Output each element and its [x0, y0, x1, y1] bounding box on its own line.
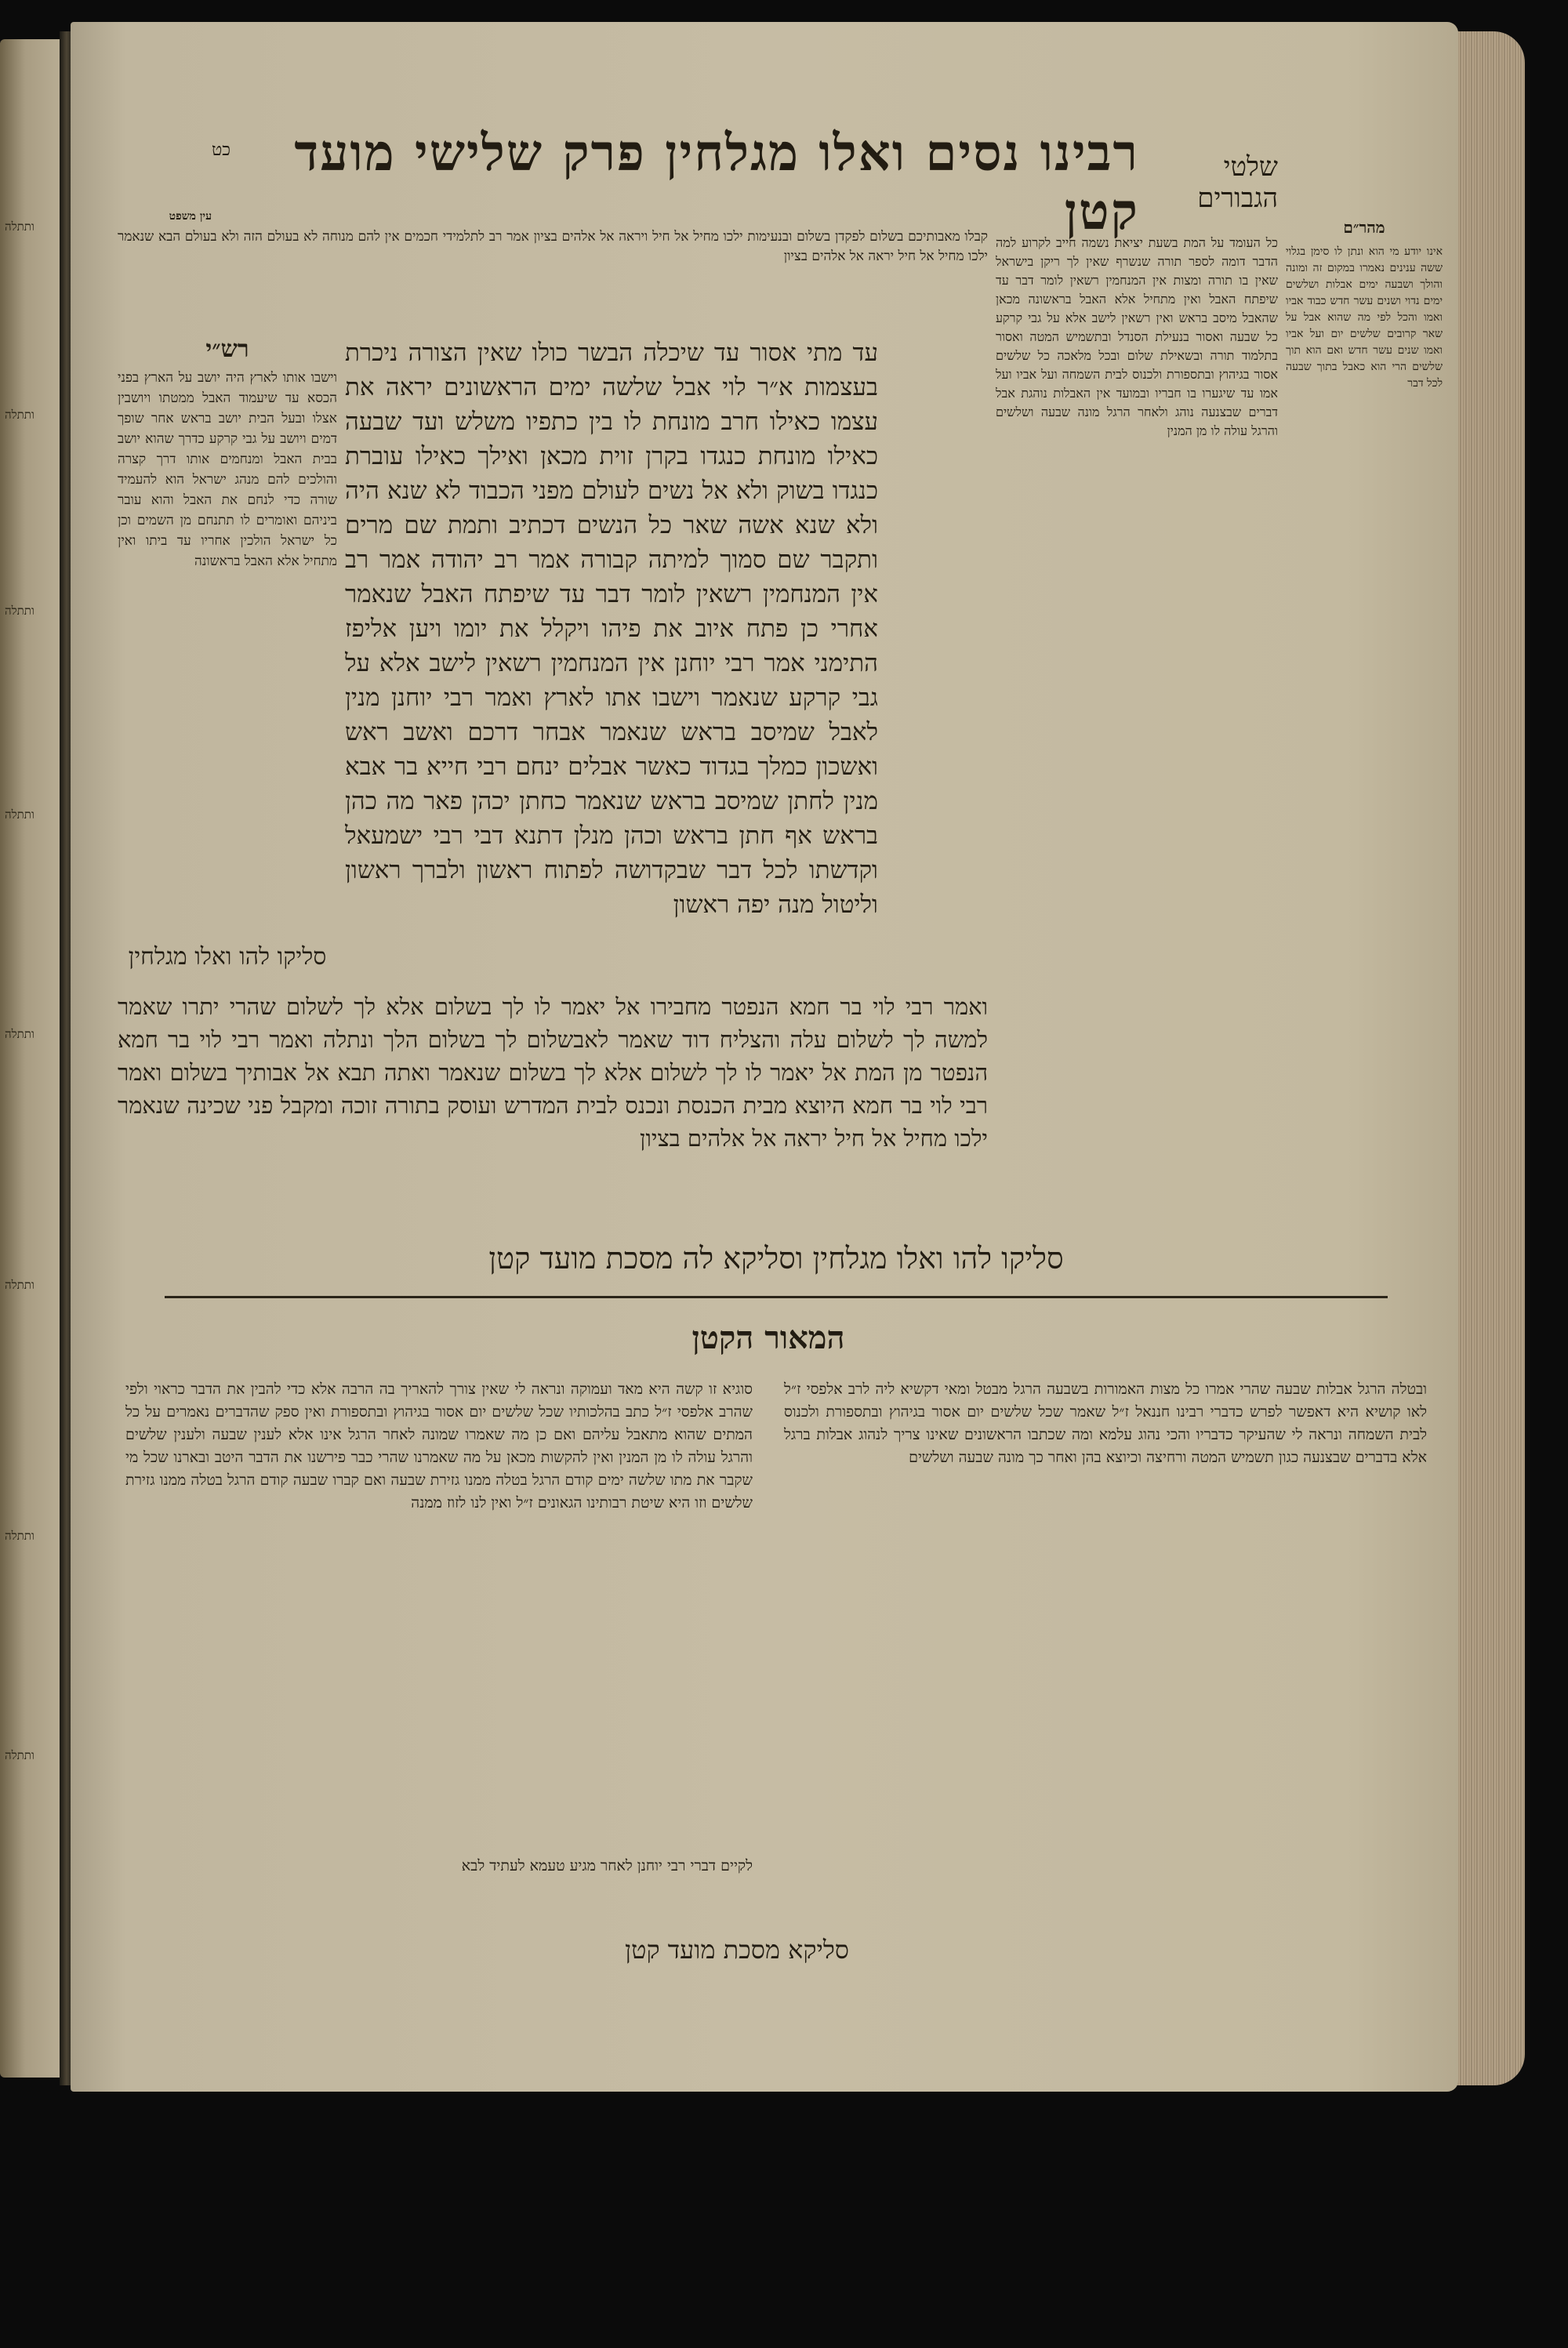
- page-header: [212, 124, 1278, 241]
- prev-margin-mark: ותתלה: [5, 408, 34, 422]
- prev-margin-mark: ותתלה: [5, 1748, 34, 1762]
- marginal-glosses: [1286, 218, 1443, 1198]
- folio-number: כט: [212, 140, 231, 160]
- maor-end-caption: סליקא מסכת מועד קטן: [625, 1935, 849, 1965]
- rashi-column: [118, 336, 337, 931]
- closing-text: ואמר רבי לוי בר חמא הנפטר מחבירו אל יאמר לו לך בשלום אלא לך לשלום שהרי יתרו שאמר למשה לך לשלום עלה והצליח דוד שאמר לאבשלום לך בשלום הלך ונתלה ואמר רבי לוי בר חמא הנפטר מן המת אל יאמר לו לך לשלום אלא לך בשלום שנאמר ואתה תבא אל אבותיך בשלום ואמר רבי לוי בר חמא היוצא מבית הכנסת ונכנס לבית המדרש ועוסק בתורה זוכה ומקבל פני שכינה שנאמר ילכו מחיל אל חיל יראה אל אלהים בציון: [118, 993, 988, 1152]
- prev-margin-mark: ותתלה: [5, 604, 34, 618]
- closing-text-block: [118, 990, 988, 1163]
- tractate-end-caption: סליקו להו ואלו מגלחין וסליקא לה מסכת מועד קטן: [488, 1241, 1064, 1276]
- glosses-text: אינו יודע מי הוא ונתן לו סימן בגלוי ששה ענינים נאמרו במקום זה ומונה והולך ושבעה ימים אבלות ושלשים ימים נדוי ושנים עשר חדש כבוד אביו ואמו והכל לפי מה שהוא אבל על שאר קרובים שלשים יום ועל אביו ואמו שנים עשר חדש ואם הוא תוך שלשים הרי הוא כאבל בתוך שבעה לכל דבר: [1286, 245, 1443, 390]
- prev-margin-mark: ותתלה: [5, 220, 34, 234]
- top-gloss: קבלו מאבותיכם בשלום לפקדן בשלום ובנעימות ילכו מחיל אל חיל ויראה אל אלהים בציון אמר רב לתלמידי חכמים אין להם מנוחה לא בעולם הזה ולא בעולם הבא שנאמר ילכו מחיל אל חיל יראה אל אלהים בציון: [118, 229, 988, 264]
- page-title: רבינו נסים ואלו מגלחין פרק שלישי מועד קטן: [294, 124, 1139, 241]
- maor-closing-line: לקיים דברי רבי יוחנן לאחר מגיע טעמא לעתיד לבא: [461, 1857, 753, 1874]
- ein-mishpat-label: עין משפט: [169, 210, 212, 223]
- glosses-label: מהר״ם: [1343, 218, 1385, 237]
- prev-margin-mark: ותתלה: [5, 1529, 34, 1543]
- page-stack-edge: [1454, 31, 1525, 2085]
- section-label: שלטי הגבורים: [1197, 151, 1278, 214]
- divider-rule: [165, 1296, 1388, 1298]
- maor-right-column: ובטלה הרגל אבלות שבעה שהרי אמרו כל מצות האמורות בשבעה הרגל מבטל ומאי דקשיא ליה לרב אלפסי ז״ל לאו קושיא היא דאפשר לפרש כדברי רבינו חננאל ז״ל שאמר שכל שלשים יום אסור בגיהוץ ובתספורת ולכנוס לבית השמחה ונראה לי שהעיקר כדבריו והכי נהוג עלמא ומה שכתבו הראשונים שאינו צריך לנהוג אבלות ברגל אלא בדברים שבצנעה כגון תשמיש המטה ורחיצה וכיוצא בהן ואחר כך מונה שבעה ושלשים: [784, 1381, 1427, 1466]
- prev-margin-mark: ותתלה: [5, 1278, 34, 1292]
- main-text: עד מתי אסור עד שיכלה הבשר כולו שאין הצורה ניכרת בעצמות א״ר לוי אבל שלשה ימים הראשונים יראה את עצמו כאילו חרב מונחת לו בין כתפיו משלש ועד שבעה כאילו מונחת כנגדו בקרן זוית מכאן ואילך כאילו עוברת כנגדו בשוק ולא אל נשים לעולם מפני הכבוד לא שנא היה ולא שנא אשה שאר כל הנשים דכתיב ותמת שם מרים ותקבר שם סמוך למיתה קבורה אמר רב יהודה אמר רב אין המנחמין רשאין לומר דבר עד שיפתח האבל שנאמר אחרי כן פתח איוב את פיהו ויקלל את יומו ויען אליפז התימני אמר רבי יוחנן אין המנחמין רשאין לישב אלא על גבי קרקע שנאמר וישבו אתו לארץ ואמר רבי יוחנן מנין לאבל שמיסב בראש שנאמר אבחר דרכם ואשב ראש ואשכון כמלך בגדוד כאשר אבלים ינחם רבי חייא בר אבא מנין לחתן שמיסב בראש שנאמר כחתן יכהן פאר מה כהן בראש אף חתן בראש וכהן מנלן דתנא דבי רבי ישמעאל וקדשתו לכל דבר שבקדושה לפתוח ראשון ולברך ראשון וליטול מנה יפה ראשון: [345, 339, 878, 919]
- prev-margin-mark: ותתלה: [5, 807, 34, 822]
- chapter-closing-label: סליקו להו ואלו מגלחין: [128, 943, 327, 971]
- ran-commentary: כל העומד על המת בשעת יציאת נשמה חייב לקרוע למה הדבר דומה לספר תורה שנשרף שאין לך ריקן בישראל שאין בו תורה ומצות אין המנחמין רשאין לומר דבר עד שיפתח האבל ואין מתחיל אלא האבל בראשונה מכאן שהאבל מיסב בראש ואין רשאין לישב אלא על גבי קרקע כל שבעה ואסור בנעילת הסנדל ובתשמיש המטה ואסור בתלמוד תורה ובשאילת שלום ובכל מלאכה כל שלשים אסור בגיהוץ ובתספורת ולכנוס לבית השמחה ועל אביו ועל אמו עד שיגערו בו חבריו ובמועד אין האבלות נוהגת אבל דברים שבצנעה נוהג ולאחר הרגל מונה שבעה ושלשים והרגל עולה לו מן המנין: [996, 235, 1278, 438]
- rashi-text: וישבו אותו לארץ היה יושב על הארץ בפני הכסא עד שיעמוד האבל ממטתו ויושבין אצלו ובעל הבית יושב בראש אחר שופך דמים ויושב על גבי קרקע כדרך שהוא יושב בבית האבל ומנחמים אותו דרך קצרה והולכים להם מנהג ישראל הוא להעמיד שורה כדי לנחם את האבל והוא עובר ביניהם ואומרים לו תתנחם מן השמים וכן כל ישראל הולכין אחריו עד ביתו ואין מתחיל אלא האבל בראשונה: [118, 370, 337, 569]
- maor-title: המאור הקטן: [691, 1319, 845, 1356]
- maor-left-column: סוגיא זו קשה היא מאד ועמוקה ונראה לי שאין צורך להאריך בה הרבה אלא כדי להבין את הדבר כראוי ולפי שהרב אלפסי ז״ל כתב בהלכותיו שכל שלשים יום אסור בגיהוץ ובתספורת ואין ספק שהדברים נאמרים על כל המתים שהוא מתאבל עליהם ואם כן מה שאמרו שמונה לאחר הרגל אינו אלא לענין שבעה ולענין שלשים והרגל עולה לו מן המנין ואין להקשות מכאן על מה שאמרנו שהרי כבר פירשנו את הדבר היטב ובארנו שכל מי שקבר את מתו שלשה ימים קודם הרגל בטלה ממנו גזירת שבעה ואם קברו שבעה קודם הרגל בטלה ממנו גזירת שלשים וזו היא שיטת רבותינו הגאונים ז״ל ואין לנו לזוז ממנה: [125, 1381, 753, 1512]
- previous-page-edge: [0, 39, 63, 2078]
- main-text-block: [345, 336, 878, 994]
- rashi-label: רש״י: [205, 336, 249, 363]
- book-page: [71, 22, 1458, 2092]
- prev-margin-mark: ותתלה: [5, 1027, 34, 1041]
